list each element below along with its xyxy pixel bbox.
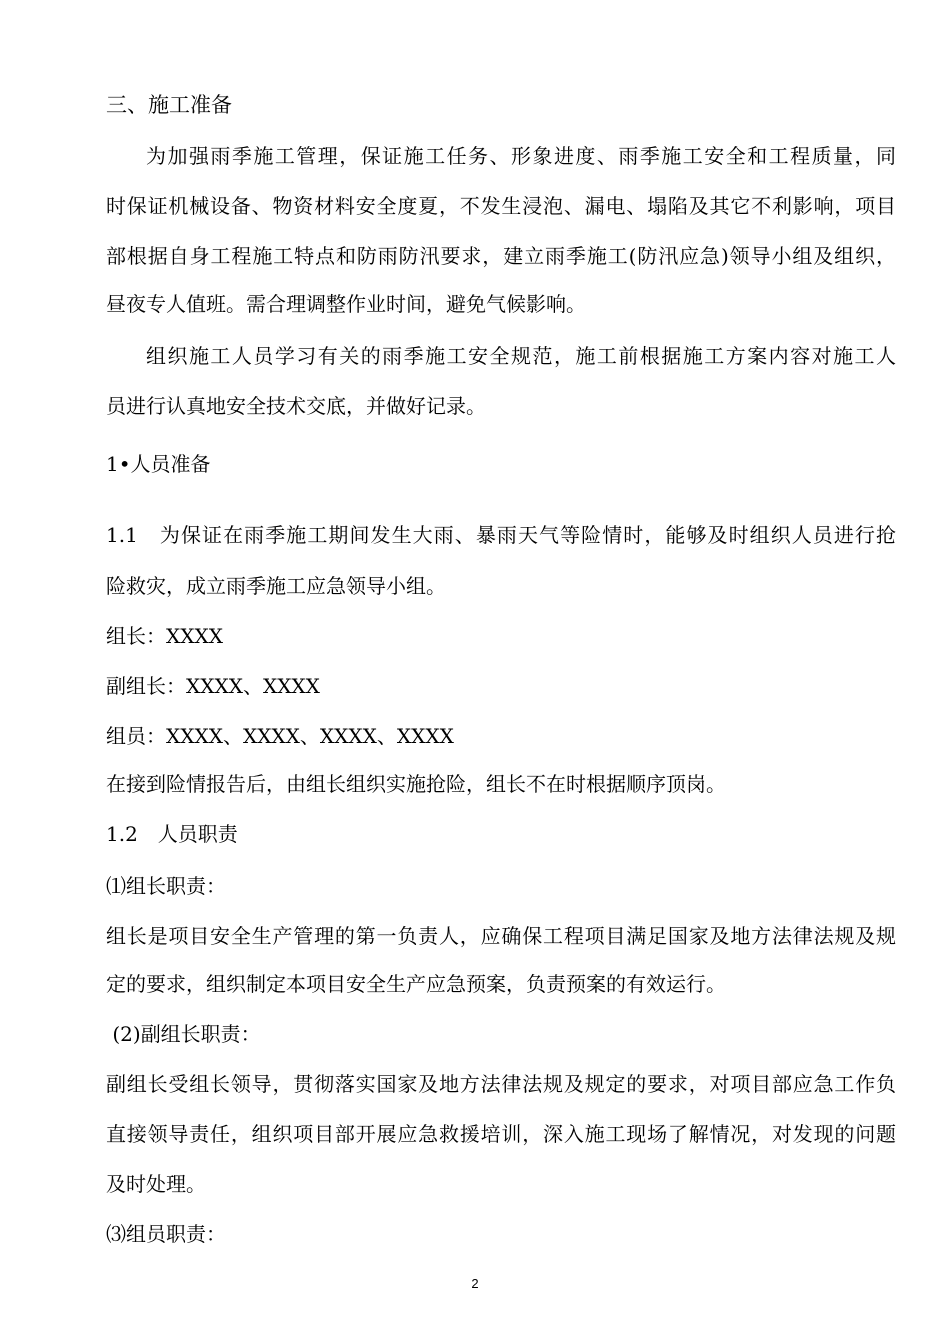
- paragraph-1-line-4: 昼夜专人值班。需合理调整作业时间，避免气候影响。: [106, 292, 586, 316]
- members-line: 组员：XXXX、XXXX、XXXX、XXXX: [106, 724, 454, 748]
- paragraph-2-line-1: 组织施工人员学习有关的雨季施工安全规范，施工前根据施工方案内容对施工人: [146, 344, 896, 368]
- paragraph-1-line-1: 为加强雨季施工管理，保证施工任务、形象进度、雨季施工安全和工程质量，同: [146, 144, 896, 168]
- section-heading: 三、施工准备: [106, 93, 232, 117]
- duty-2-text-line-1: 副组长受组长领导，贯彻落实国家及地方法律法规及规定的要求，对项目部应急工作负: [106, 1072, 896, 1096]
- paragraph-1-line-2: 时保证机械设备、物资材料安全度夏，不发生浸泡、漏电、塌陷及其它不利影响，项目: [106, 194, 896, 218]
- duty-2-title: (2)副组长职责：: [106, 1022, 261, 1046]
- deputy-leader-line: 副组长：XXXX、XXXX: [106, 674, 320, 698]
- duty-2-text-line-3: 及时处理。: [106, 1172, 206, 1196]
- duty-3-title: ⑶组员职责：: [106, 1222, 226, 1246]
- succession-note: 在接到险情报告后，由组长组织实施抢险，组长不在时根据顺序顶岗。: [106, 772, 726, 796]
- duty-2-text-line-2: 直接领导责任，组织项目部开展应急救援培训，深入施工现场了解情况，对发现的问题: [106, 1122, 896, 1146]
- page-number: 2: [471, 1276, 479, 1291]
- subheading-personnel: 1•人员准备: [106, 452, 211, 476]
- item-1-1-line-1: 1.1 为保证在雨季施工期间发生大雨、暴雨天气等险情时，能够及时组织人员进行抢: [106, 523, 896, 547]
- duty-1-text-line-2: 定的要求，组织制定本项目安全生产应急预案，负责预案的有效运行。: [106, 972, 726, 996]
- paragraph-1-line-3: 部根据自身工程施工特点和防雨防汛要求，建立雨季施工(防汛应急)领导小组及组织，: [106, 244, 896, 268]
- item-1-2-heading: 1.2 人员职责: [106, 822, 238, 846]
- item-1-1-line-2: 险救灾，成立雨季施工应急领导小组。: [106, 574, 446, 598]
- duty-1-title: ⑴组长职责：: [106, 874, 226, 898]
- leader-line: 组长：XXXX: [106, 624, 223, 648]
- duty-1-text-line-1: 组长是项目安全生产管理的第一负责人，应确保工程项目满足国家及地方法律法规及规: [106, 924, 896, 948]
- paragraph-2-line-2: 员进行认真地安全技术交底，并做好记录。: [106, 394, 486, 418]
